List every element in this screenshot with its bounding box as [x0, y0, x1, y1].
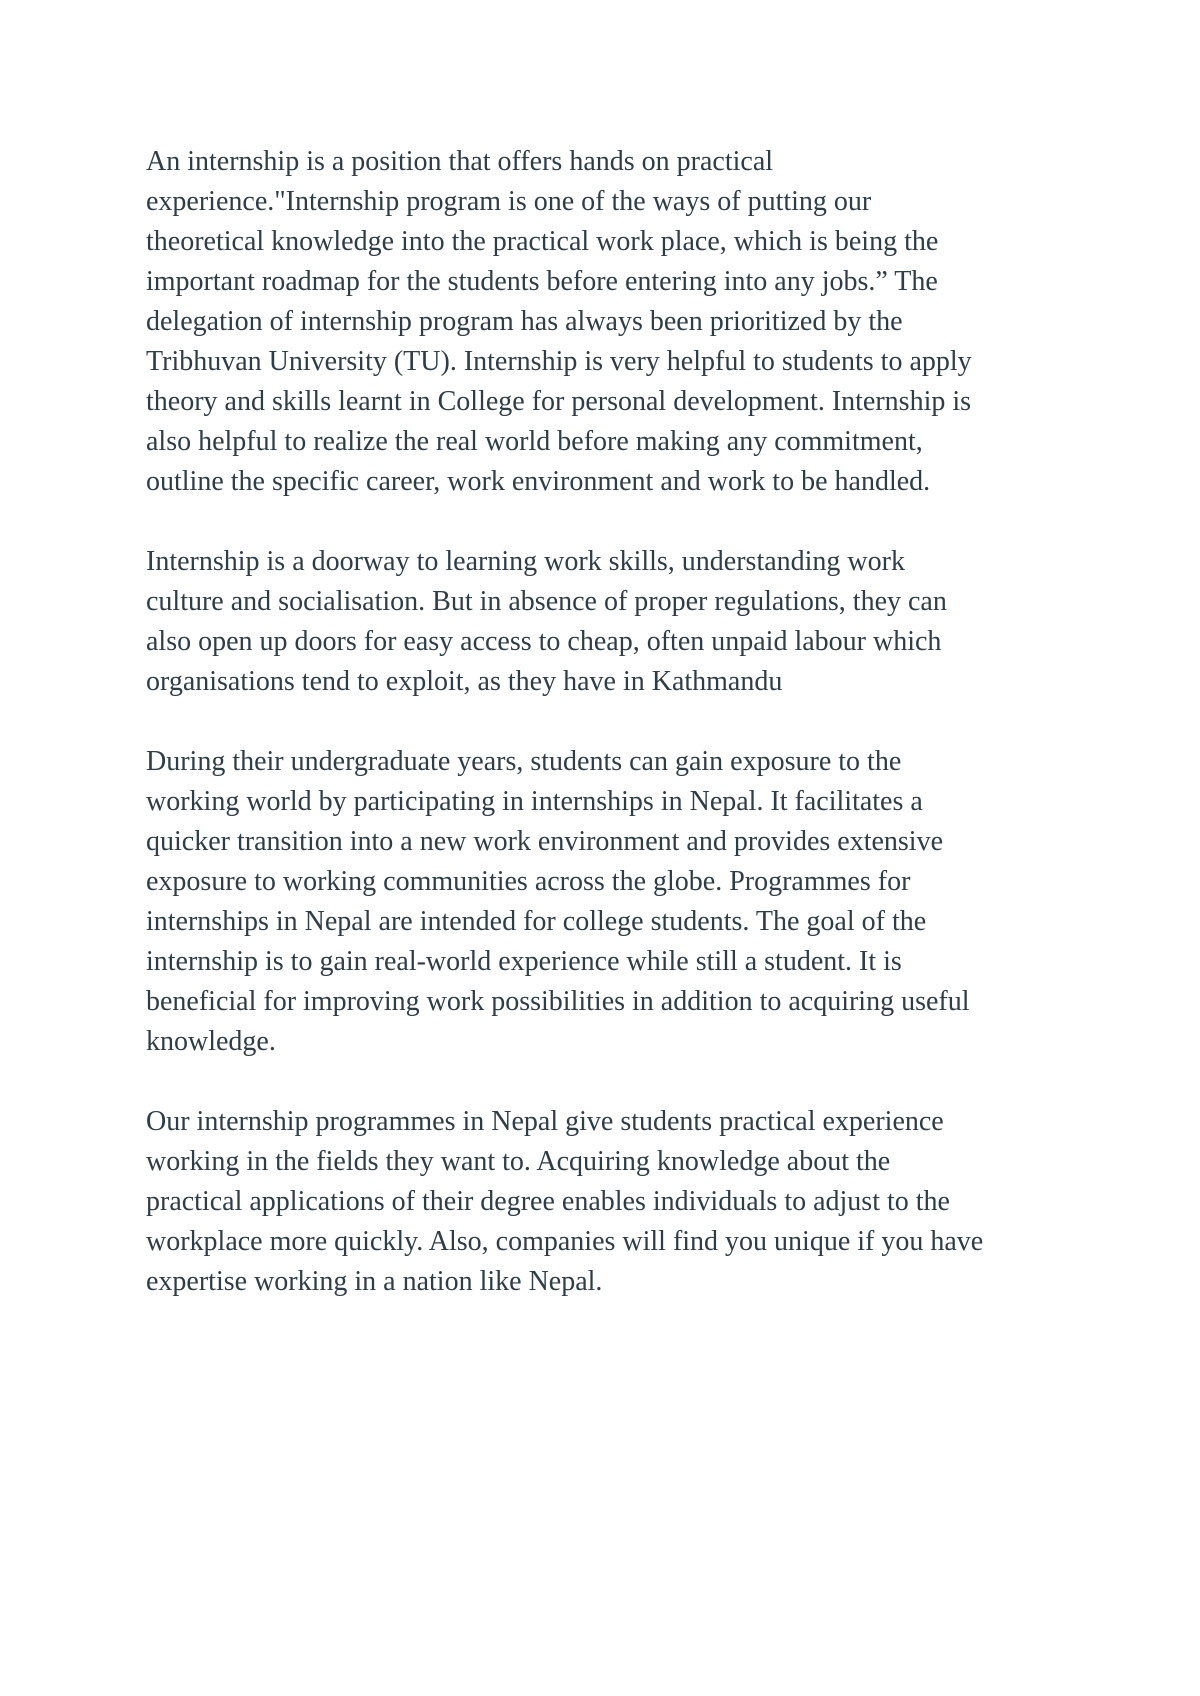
- text-line: internship is to gain real-world experience while still a student. It is: [146, 946, 902, 977]
- paragraph-4: [146, 1102, 1086, 1302]
- text-line: delegation of internship program has always been prioritized by the: [146, 306, 903, 337]
- text-line: exposure to working communities across the globe. Programmes for: [146, 866, 911, 897]
- document-body: [146, 142, 1086, 1342]
- text-line: quicker transition into a new work environment and provides extensive: [146, 826, 944, 857]
- text-line: theory and skills learnt in College for personal development. Internship is: [146, 386, 972, 417]
- text-line: also helpful to realize the real world before making any commitment,: [146, 426, 923, 457]
- paragraph-3: [146, 742, 1086, 1062]
- text-line: expertise working in a nation like Nepal.: [146, 1266, 603, 1297]
- text-line: internships in Nepal are intended for college students. The goal of the: [146, 906, 927, 937]
- text-line: During their undergraduate years, students can gain exposure to the: [146, 746, 902, 777]
- text-line: knowledge.: [146, 1026, 276, 1057]
- text-line: practical applications of their degree enables individuals to adjust to the: [146, 1186, 950, 1217]
- text-line: Tribhuvan University (TU). Internship is very helpful to students to apply: [146, 346, 972, 377]
- text-line: working in the fields they want to. Acquiring knowledge about the: [146, 1146, 891, 1177]
- text-line: workplace more quickly. Also, companies will find you unique if you have: [146, 1226, 984, 1257]
- text-line: important roadmap for the students before entering into any jobs.” The: [146, 266, 938, 297]
- text-line: working world by participating in internships in Nepal. It facilitates a: [146, 786, 923, 817]
- text-line: culture and socialisation. But in absence of proper regulations, they can: [146, 586, 947, 617]
- text-line: Internship is a doorway to learning work skills, understanding work: [146, 546, 905, 577]
- text-line: organisations tend to exploit, as they have in Kathmandu: [146, 666, 783, 697]
- paragraph-2: [146, 542, 1086, 702]
- text-line: outline the specific career, work environment and work to be handled.: [146, 466, 931, 497]
- text-line: An internship is a position that offers hands on practical: [146, 146, 774, 177]
- text-line: experience."Internship program is one of the ways of putting our: [146, 186, 872, 217]
- paragraph-1: [146, 142, 1086, 502]
- text-line: beneficial for improving work possibilities in addition to acquiring useful: [146, 986, 970, 1017]
- text-line: also open up doors for easy access to cheap, often unpaid labour which: [146, 626, 942, 657]
- text-line: theoretical knowledge into the practical work place, which is being the: [146, 226, 939, 257]
- text-line: Our internship programmes in Nepal give students practical experience: [146, 1106, 944, 1137]
